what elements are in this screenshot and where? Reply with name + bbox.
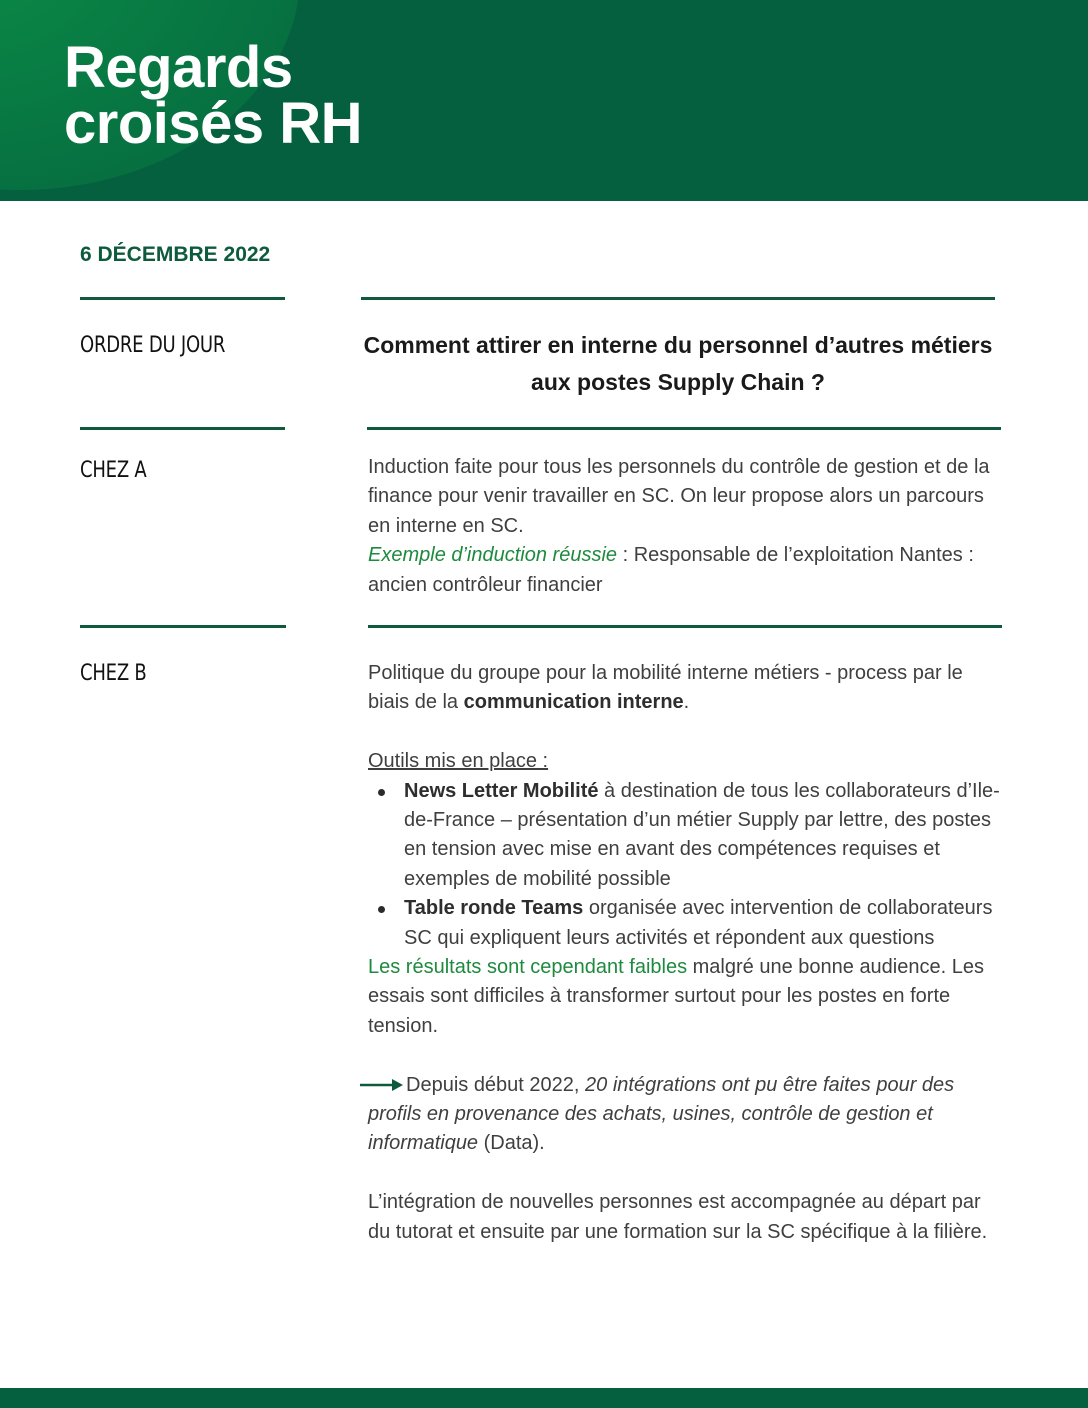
tool-name: News Letter Mobilité <box>404 779 599 802</box>
since-end: (Data). <box>478 1132 545 1155</box>
results-text: malgré une bonne audience. Les essais sont difficiles à transformer surtout pour les postes en forte tension. <box>368 956 984 1037</box>
agenda-title: Comment attirer en interne du personnel d’autres métiers aux postes Supply Chain ? <box>363 332 993 395</box>
results-highlight: Les résultats sont cependant faibles <box>368 956 688 979</box>
chez-a-label: CHEZ A <box>80 458 147 483</box>
tools-heading: Outils mis en place : <box>368 750 549 773</box>
divider-left-1 <box>80 297 285 300</box>
chez-a-example <box>368 541 993 600</box>
results-paragraph <box>368 953 1008 1041</box>
page-title-line1: Regards <box>64 35 293 100</box>
tool-description: à destination de tous les collaborateurs d’Ile-de-France – présentation d’un métier Supply par lettre, des postes en tension avec mise en avant des compétences requises et exemples de mobilité possible <box>404 779 1000 890</box>
meeting-date: 6 DÉCEMBRE 2022 <box>80 243 271 266</box>
page-title-line2: croisés RH <box>64 91 363 156</box>
tool-description: organisée avec intervention de collaborateurs SC qui expliquent leurs activités et répondent aux questions <box>404 897 993 949</box>
chez-a-content <box>368 453 993 600</box>
divider-left-2 <box>80 427 285 430</box>
since-text: Depuis début 2022, <box>406 1073 586 1096</box>
bullet-icon <box>378 789 385 796</box>
page-title <box>64 35 363 156</box>
header-banner <box>0 0 1088 201</box>
chez-b-label: CHEZ B <box>80 661 147 686</box>
chez-b-intro-end: . <box>683 691 690 714</box>
chez-b-content <box>368 659 1008 1247</box>
agenda-label: ORDRE DU JOUR <box>80 333 226 358</box>
chez-b-intro <box>368 659 1008 718</box>
tools-list <box>368 777 1008 953</box>
divider-right-3 <box>368 625 1002 628</box>
chez-b-intro-bold: communication interne <box>463 691 684 714</box>
bullet-icon <box>378 906 385 913</box>
chez-a-paragraph: Induction faite pour tous les personnels du contrôle de gestion et de la finance pour venir travailler en SC. On leur propose alors un parcours en interne en SC. <box>368 456 990 537</box>
chez-a-example-label: Exemple d’induction réussie <box>368 544 618 567</box>
tool-name: Table ronde Teams <box>404 897 584 920</box>
spacer <box>368 718 1008 747</box>
since-italic: 20 intégrations ont pu être faites pour des profils en provenance des achats, usines, contrôle de gestion et informatique <box>368 1073 955 1155</box>
divider-right-1 <box>361 297 995 300</box>
spacer <box>368 1041 1008 1070</box>
list-item <box>404 777 1008 895</box>
chez-a-example-text: : Responsable de l’exploitation Nantes : ancien contrôleur financier <box>368 544 974 596</box>
list-item <box>404 894 1008 953</box>
since-paragraph <box>360 1071 1008 1159</box>
integration-paragraph: L’intégration de nouvelles personnes est accompagnée au départ par du tutorat et ensuite par une formation sur la SC spécifique à la filière. <box>368 1191 988 1243</box>
right-arrow-icon <box>360 1078 404 1092</box>
footer-bar <box>0 1388 1088 1408</box>
divider-right-2 <box>367 427 1001 430</box>
divider-left-3 <box>80 625 286 628</box>
chez-b-intro-text: Politique du groupe pour la mobilité interne métiers - process par le biais de la <box>368 662 963 714</box>
spacer <box>368 1159 1008 1188</box>
